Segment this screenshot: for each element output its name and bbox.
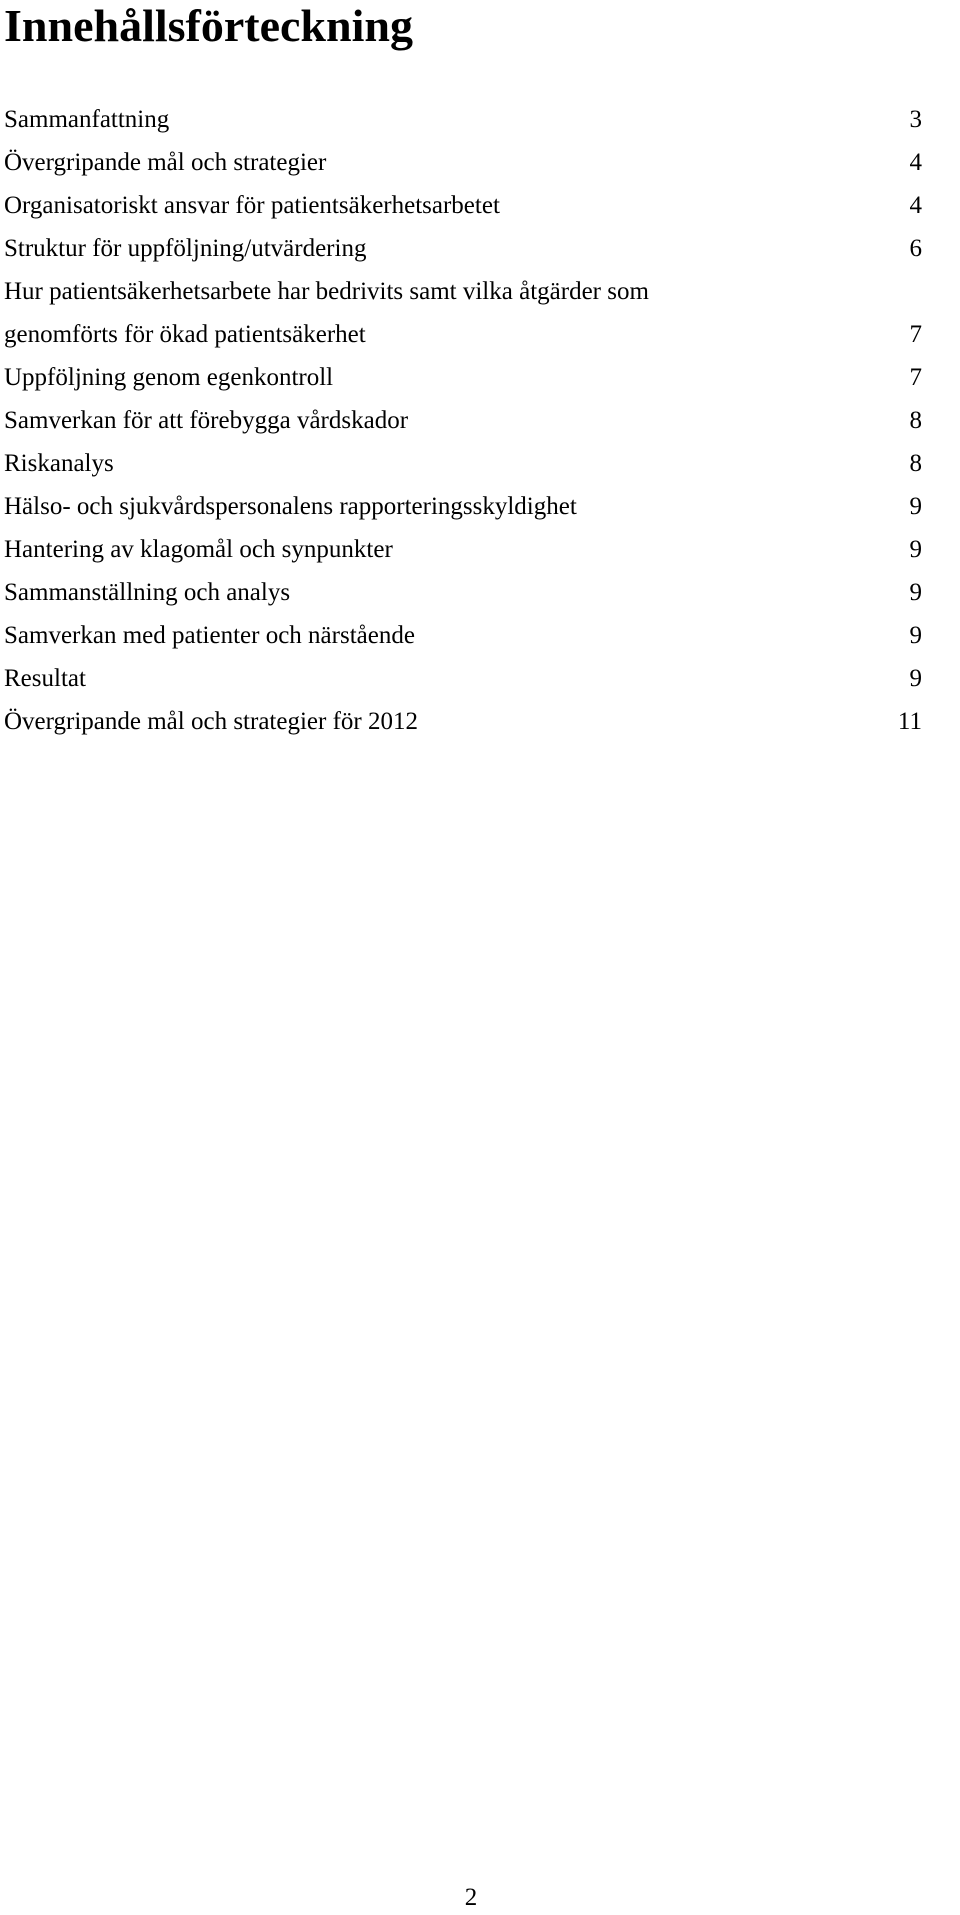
toc-entry-page-number: 7 bbox=[909, 364, 922, 391]
toc-entry-title bbox=[4, 485, 577, 528]
toc-entry-page-number: 4 bbox=[909, 149, 922, 176]
toc-entry-title bbox=[4, 614, 415, 657]
toc-entry-page-number: 8 bbox=[909, 407, 922, 434]
toc-entry[interactable] bbox=[4, 657, 922, 700]
toc-entry-title-line: Hur patientsäkerhetsarbete har bedrivits samt vilka åtgärder som bbox=[4, 278, 649, 305]
table-of-contents bbox=[4, 98, 922, 743]
toc-entry-title-line: Sammanfattning bbox=[4, 106, 170, 133]
toc-entry-title-line: Struktur för uppföljning/utvärdering bbox=[4, 235, 367, 262]
toc-entry-title-line: genomförts för ökad patientsäkerhet bbox=[4, 321, 366, 348]
toc-entry-title-line: Organisatoriskt ansvar för patientsäkerhetsarbetet bbox=[4, 192, 500, 219]
toc-entry-page-number: 6 bbox=[909, 235, 922, 262]
toc-entry-title bbox=[4, 184, 500, 227]
toc-entry-title bbox=[4, 98, 169, 141]
toc-entry[interactable] bbox=[4, 270, 922, 356]
toc-entry[interactable] bbox=[4, 141, 922, 184]
toc-entry-title bbox=[4, 399, 408, 442]
toc-entry-title-line: Övergripande mål och strategier bbox=[4, 149, 327, 176]
toc-entry-title-line: Hantering av klagomål och synpunkter bbox=[4, 536, 393, 563]
toc-entry-title bbox=[4, 700, 418, 743]
toc-entry-page-number: 8 bbox=[909, 450, 922, 477]
toc-entry[interactable] bbox=[4, 528, 922, 571]
toc-entry[interactable] bbox=[4, 485, 922, 528]
toc-entry-title-line: Övergripande mål och strategier för 2012 bbox=[4, 708, 418, 735]
toc-entry-title-line: Samverkan med patienter och närstående bbox=[4, 622, 415, 649]
toc-entry-page-number: 7 bbox=[909, 321, 922, 348]
toc-entry-title bbox=[4, 270, 649, 356]
toc-entry[interactable] bbox=[4, 356, 922, 399]
toc-entry-title-line: Uppföljning genom egenkontroll bbox=[4, 364, 334, 391]
toc-entry[interactable] bbox=[4, 98, 922, 141]
toc-entry-title bbox=[4, 141, 326, 184]
toc-entry-title bbox=[4, 657, 86, 700]
toc-entry-page-number: 9 bbox=[909, 579, 922, 606]
toc-entry[interactable] bbox=[4, 184, 922, 227]
toc-entry-title bbox=[4, 571, 290, 614]
toc-entry[interactable] bbox=[4, 399, 922, 442]
toc-entry[interactable] bbox=[4, 571, 922, 614]
toc-entry[interactable] bbox=[4, 700, 922, 743]
toc-entry-title-line: Hälso- och sjukvårdspersonalens rapporteringsskyldighet bbox=[4, 493, 577, 520]
toc-entry[interactable] bbox=[4, 442, 922, 485]
toc-entry-page-number: 3 bbox=[909, 106, 922, 133]
toc-entry[interactable] bbox=[4, 614, 922, 657]
toc-entry-page-number: 9 bbox=[909, 622, 922, 649]
page-title: Innehållsförteckning bbox=[4, 0, 413, 51]
toc-entry-title-line: Sammanställning och analys bbox=[4, 579, 291, 606]
toc-entry-page-number: 9 bbox=[909, 665, 922, 692]
toc-entry-title bbox=[4, 442, 114, 485]
toc-entry-page-number: 9 bbox=[909, 493, 922, 520]
page-number: 2 bbox=[464, 1884, 478, 1911]
toc-entry-title bbox=[4, 356, 333, 399]
toc-entry-title-line: Samverkan för att förebygga vårdskador bbox=[4, 407, 409, 434]
toc-entry-page-number: 9 bbox=[909, 536, 922, 563]
toc-entry-page-number: 11 bbox=[897, 708, 922, 735]
toc-entry-title bbox=[4, 528, 393, 571]
toc-entry[interactable] bbox=[4, 227, 922, 270]
toc-entry-page-number: 4 bbox=[909, 192, 922, 219]
toc-entry-title-line: Riskanalys bbox=[4, 450, 114, 477]
toc-entry-title bbox=[4, 227, 366, 270]
toc-entry-title-line: Resultat bbox=[4, 665, 86, 692]
